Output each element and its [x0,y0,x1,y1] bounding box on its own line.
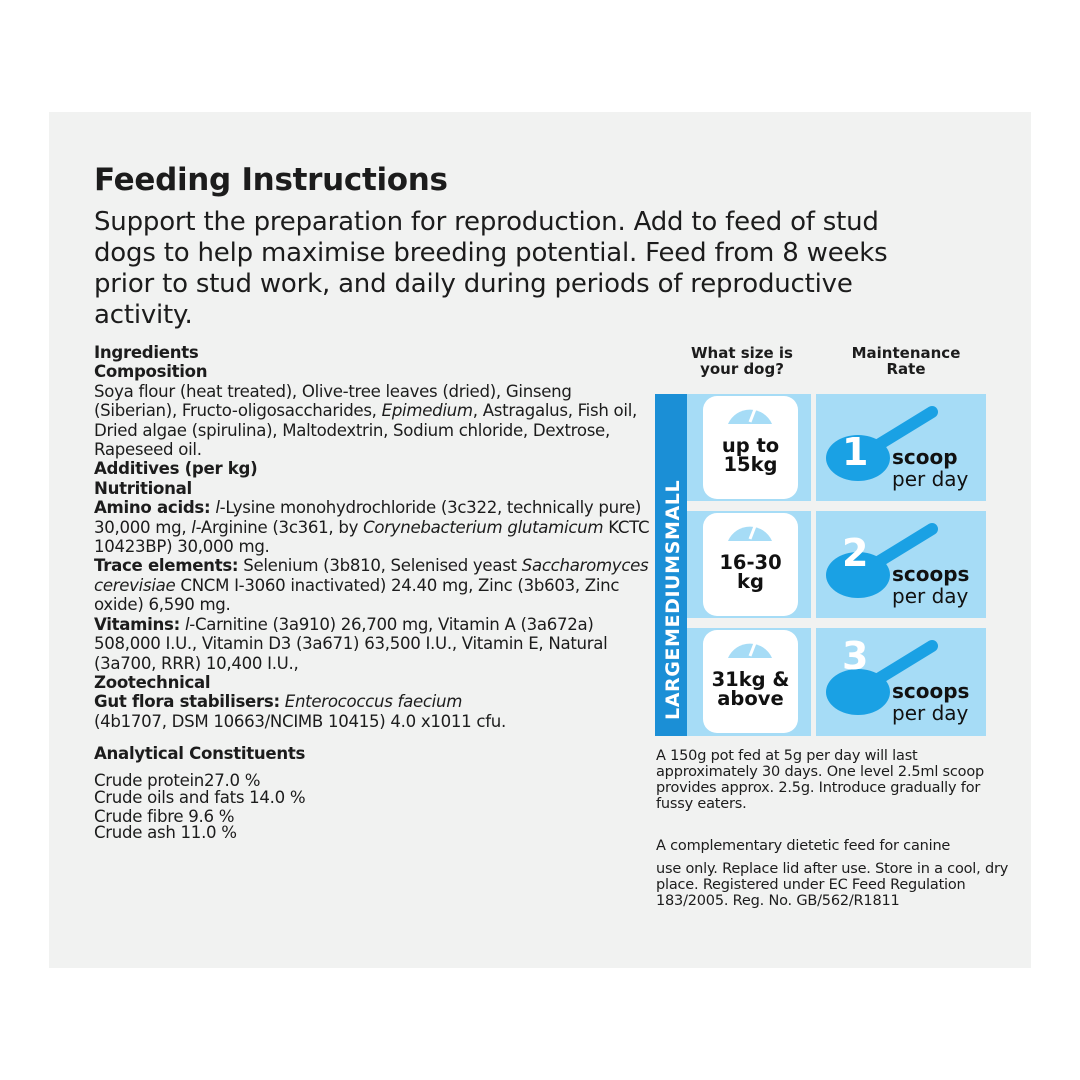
amino-t3: KCTC 10423BP) 30,000 mg. [94,517,650,557]
size-medium: MEDIUM [662,554,684,647]
scale-icon [703,513,798,616]
usage-note: A 150g pot fed at 5g per day will last approximately 30 days. One level 2.5ml scoop provides approx. 2.5g. Introduce gradually for fussy eaters. [656,748,985,812]
size-large: LARGE [662,646,684,720]
scoop-unit-word: scoops [892,562,970,586]
scale-dial-icon [724,622,776,662]
amino-l1: l [215,498,220,518]
trace-elements-text [94,556,654,614]
scoop-unit-word: scoop [892,445,958,469]
composition-part-1: Soya flour (heat treated), Olive-tree leaves (dried), Ginseng (Siberian), Fructo-oligosaccharides, [94,381,572,421]
composition-epimedium: Epimedium [381,401,473,421]
amino-t1: -Lysine monohydrochloride (3c322, technically pure) 30,000 mg, [94,498,642,537]
amino-l2: l [191,517,196,537]
size-header: What size is your dog? [690,344,793,378]
scoop-unit-word: scoops [892,679,970,703]
size-bar-labels [662,480,684,720]
scale-icon [703,630,798,733]
scoop-cell [816,511,986,618]
trace-label: Trace elements: [94,556,239,576]
scoop-count: 3 [842,634,869,678]
gut-species: Enterococcus faecium [284,692,463,712]
scoop-cell [816,628,986,736]
nutritional-heading: Nutritional [94,478,192,498]
storage-note: use only. Replace lid after use. Store in a cool, dry place. Registered under EC Feed Regulation 183/2005. Reg. No. GB/562/R1811 [656,861,1009,909]
trace-t2: CNCM I-3060 inactivated) 24.40 mg, Zinc (3b603, Zinc oxide) 6,590 mg. [94,575,620,615]
vitamins-t: -Carnitine (3a910) 26,700 mg, Vitamin A (3a672a) 508,000 I.U., Vitamin D3 (3a671) 63,500 I.U., Vitamin E, Natural (3a700, RRR) 10,400 I.U., [94,614,608,673]
complementary-note: A complementary dietetic feed for canine [656,838,951,854]
scoop-cell [816,394,986,501]
trace-species: Saccharomyces cerevisiae [94,556,649,595]
additives-heading: Additives (per kg) [94,459,258,479]
scoop-count: 1 [842,430,869,474]
gut-label: Gut flora stabilisers: [94,692,280,712]
scoop-per-day: per day [892,701,969,725]
amino-species: Corynebacterium glutamicum [363,517,604,537]
scoop-count: 2 [842,531,869,575]
analytical-item: Crude protein27.0 % [94,771,261,790]
weight-label: 16-30 kg [719,551,782,593]
scale-dial-icon [724,505,776,545]
intro-text: Support the preparation for reproduction. Add to feed of stud dogs to help maximise breeding potential. Feed from 8 weeks prior to stud work, and daily during periods of reproductive activity. [94,207,888,330]
size-small: SMALL [662,479,684,555]
analytical-item: Crude fibre 9.6 % [94,807,235,826]
weight-label: up to 15kg [721,434,780,476]
composition-heading: Composition [94,362,208,382]
composition-text [94,382,654,460]
analytical-item: Crude oils and fats 14.0 % [94,788,306,807]
scale-dial-icon [724,388,776,428]
gut-flora-text [94,692,654,731]
ingredients-heading: Ingredients [94,343,199,362]
analytical-item: Crude ash 11.0 % [94,823,237,842]
composition-part-2: , Astragalus, Fish oil, Dried algae (spirulina), Maltodextrin, Sodium chloride, Dextrose, Rapeseed oil. [94,401,637,460]
ingredients-block [94,343,654,731]
rate-header: Maintenance Rate [851,344,961,378]
amino-t2: -Arginine (3c361, by [195,517,364,537]
page-title: Feeding Instructions [94,162,448,198]
analytical-heading: Analytical Constituents [94,744,306,763]
scoop-per-day: per day [892,467,969,491]
amino-label: Amino acids: [94,498,211,518]
weight-cell [687,394,811,501]
weight-label: 31kg & above [711,668,790,710]
amino-acids-text [94,498,654,556]
gut-t: (4b1707, DSM 10663/NCIMB 10415) 4.0 x1011 cfu. [94,711,506,731]
weight-cell [687,628,811,736]
trace-t1: Selenium (3b810, Selenised yeast [238,556,522,576]
scoop-unit [892,563,969,607]
vitamins-text [94,615,654,673]
scoop-unit [892,680,969,724]
zootechnical-heading: Zootechnical [94,672,211,692]
vitamins-l: l [184,614,190,634]
scoop-unit [892,446,968,490]
weight-cell [687,511,811,618]
scale-icon [703,396,798,499]
scoop-per-day: per day [892,584,969,608]
vitamins-label: Vitamins: [94,614,180,634]
